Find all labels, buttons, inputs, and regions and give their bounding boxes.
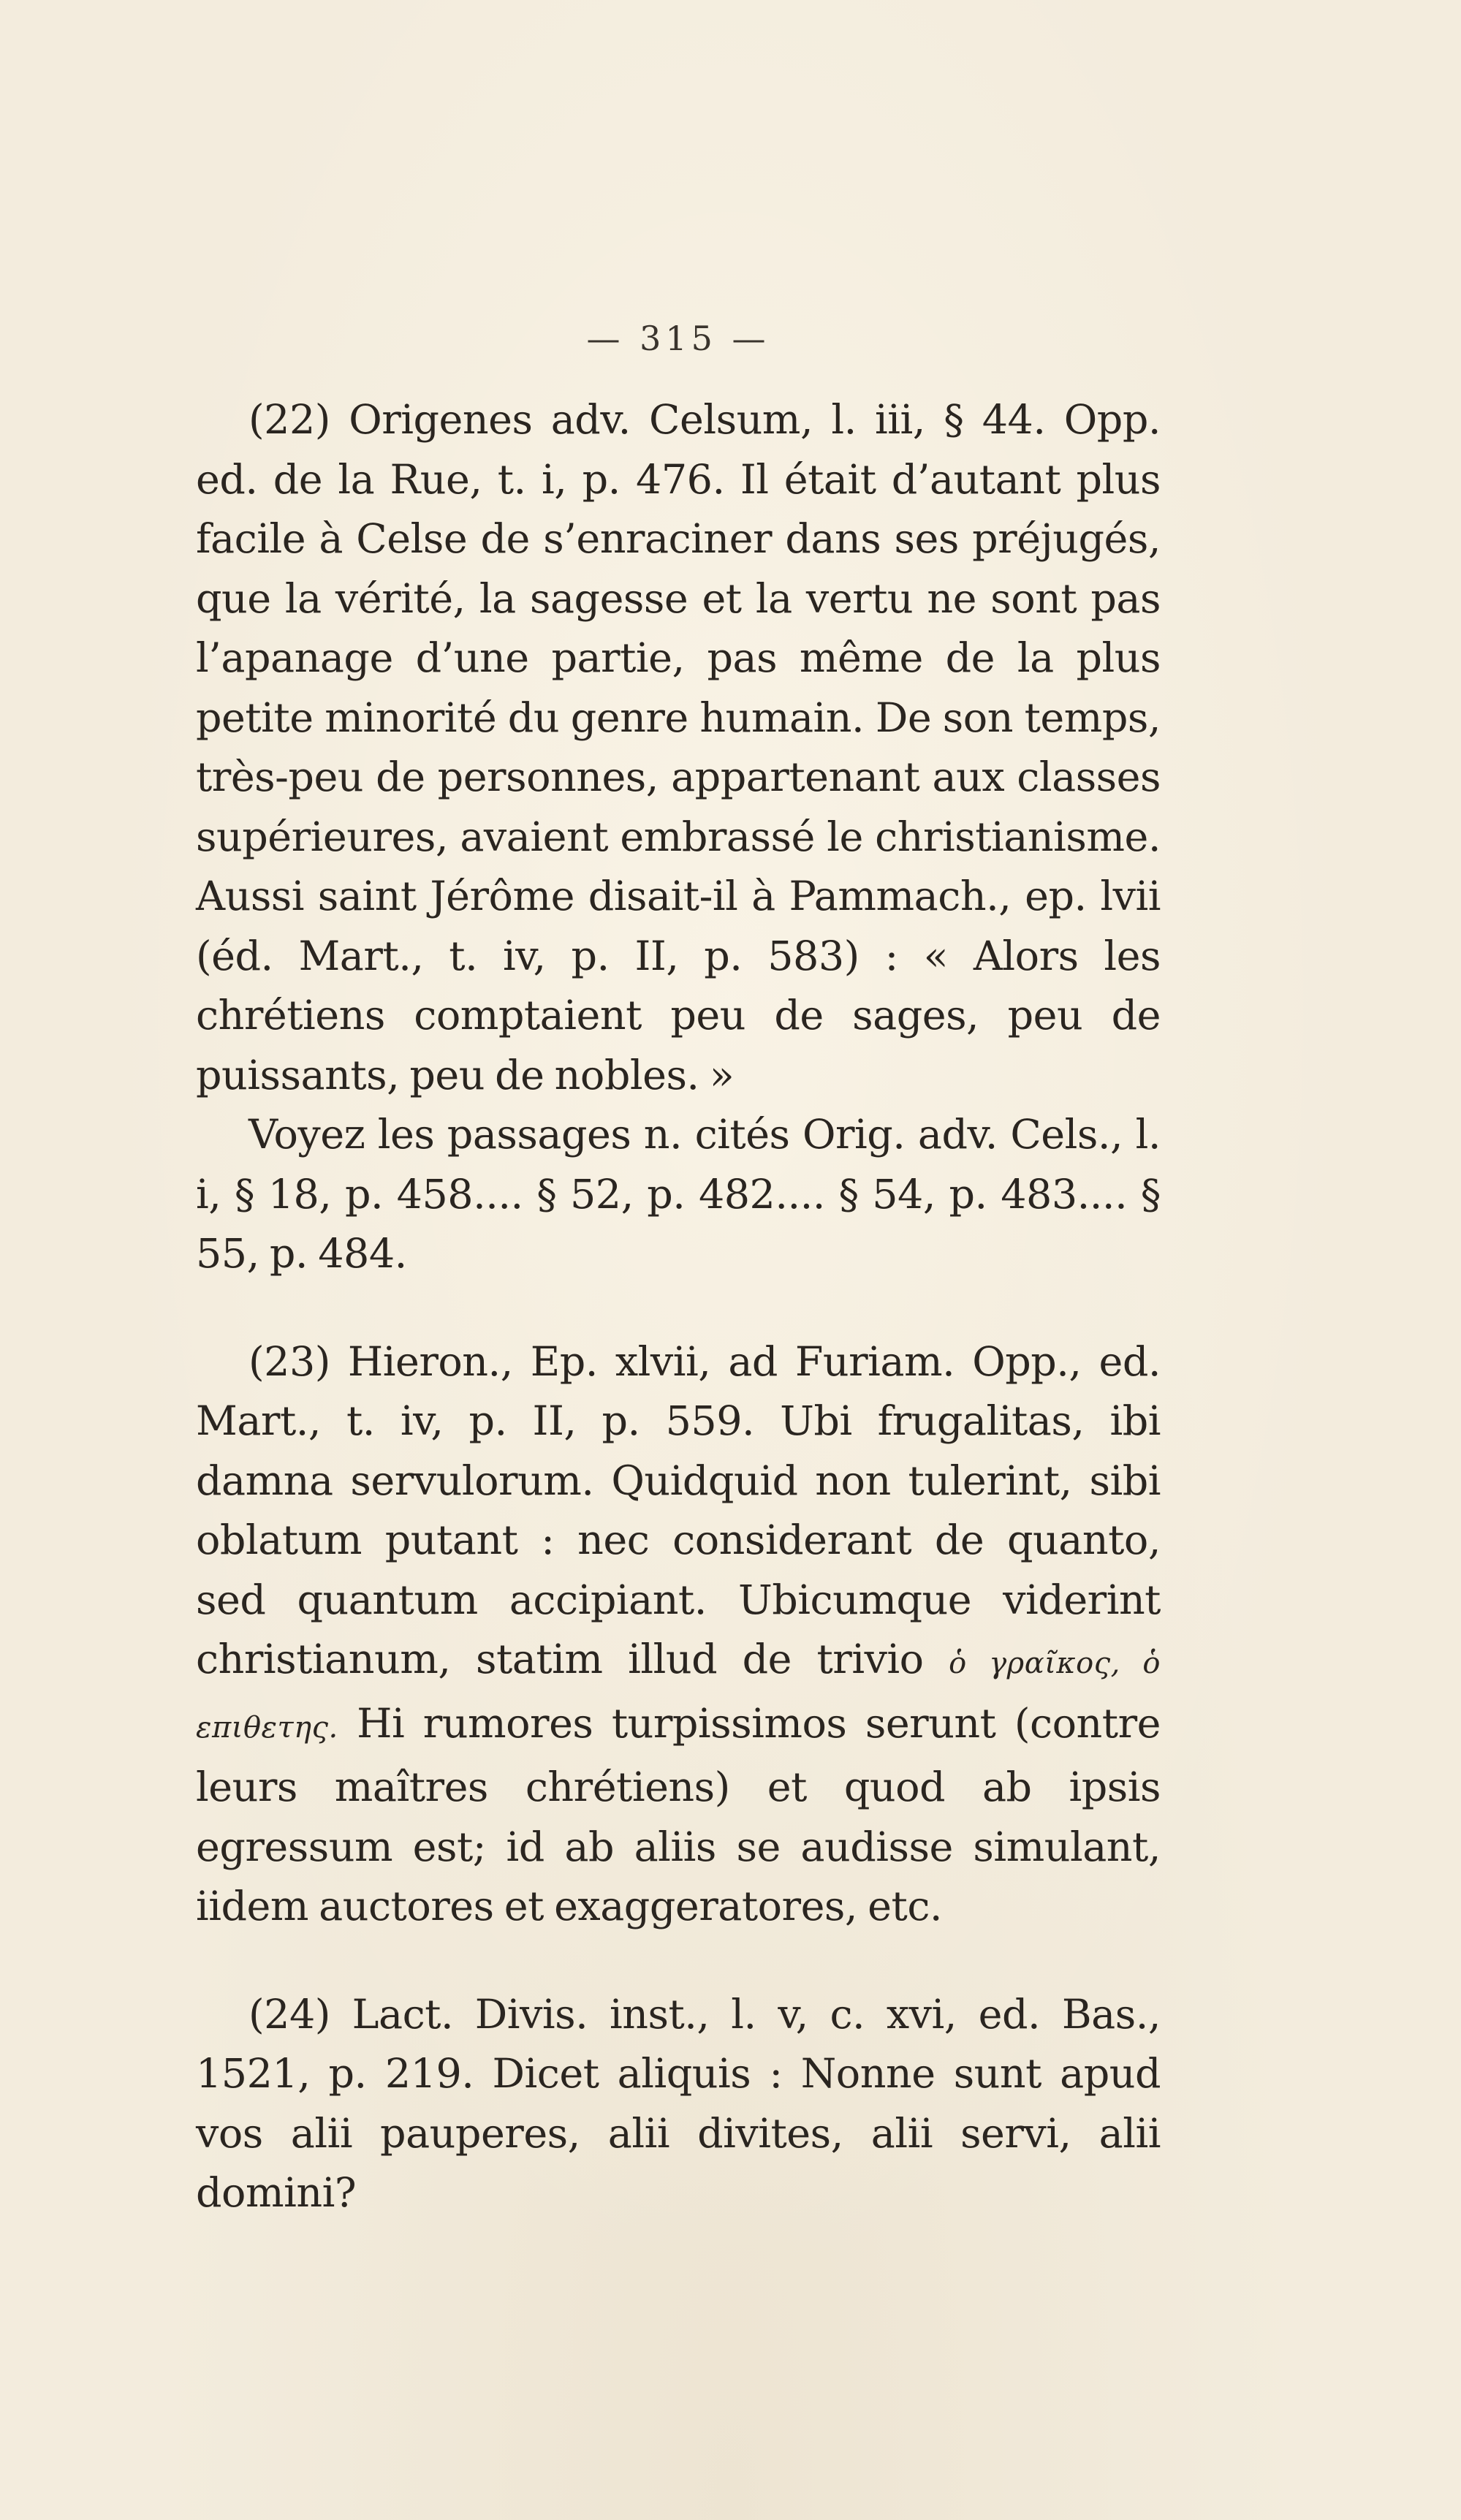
book-page xyxy=(196,319,1161,2223)
footnote-22-references: Voyez les passages n. cités Orig. adv. Cels., l. i, § 18, p. 458.... § 52, p. 482.... § 54, p. 483.... § 55, p. 484. xyxy=(196,1111,1161,1278)
footnote-22: (22) Origenes adv. Celsum, l. iii, § 44. Opp. ed. de la Rue, t. i, p. 476. Il était d’autant plus facile à Celse de s’enraciner dans ses préjugés, que la vérité, la sagesse et la vertu ne sont pas l’apanage d’une partie, pas même de la plus petite minorité du genre humain. De son temps, très-peu de personnes, appartenant aux classes supérieures, avaient embrassé le christianisme. Aussi saint Jérôme disait-il à Pammach., ep. lvii (éd. Mart., t. iv, p. II, p. 583) : « Alors les chrétiens comptaient peu de sages, peu de puissants, peu de nobles. » xyxy=(196,396,1161,1099)
page-number: — 315 — xyxy=(586,319,770,358)
footnote-24: (24) Lact. Divis. inst., l. v, c. xvi, ed. Bas., 1521, p. 219. Dicet aliquis : Nonne sunt apud vos alii pauperes, alii divites, alii servi, alii domini? xyxy=(196,1990,1161,2217)
greek-quote: ὁ γραῖκος, ὁ επιθετης. xyxy=(196,1647,1161,1745)
footnote-23 xyxy=(196,1332,1161,1937)
footnote-23-text: (23) Hieron., Ep. xlvii, ad Furiam. Opp., ed. Mart., t. iv, p. II, p. 559. Ubi frugalitas, ibi damna servulorum. Quidquid non tulerint, sibi oblatum putant : nec considerant de quanto, sed quantum accipiant. Ubicumque viderint christianum, statim illud de trivio xyxy=(196,1337,1161,1683)
footnote-23-continuation: Hi rumores turpissimos serunt (contre leurs maîtres chrétiens) et quod ab ipsis egressum est; id ab aliis se audisse simulant, iidem auctores et exaggeratores, etc. xyxy=(196,1699,1161,1930)
